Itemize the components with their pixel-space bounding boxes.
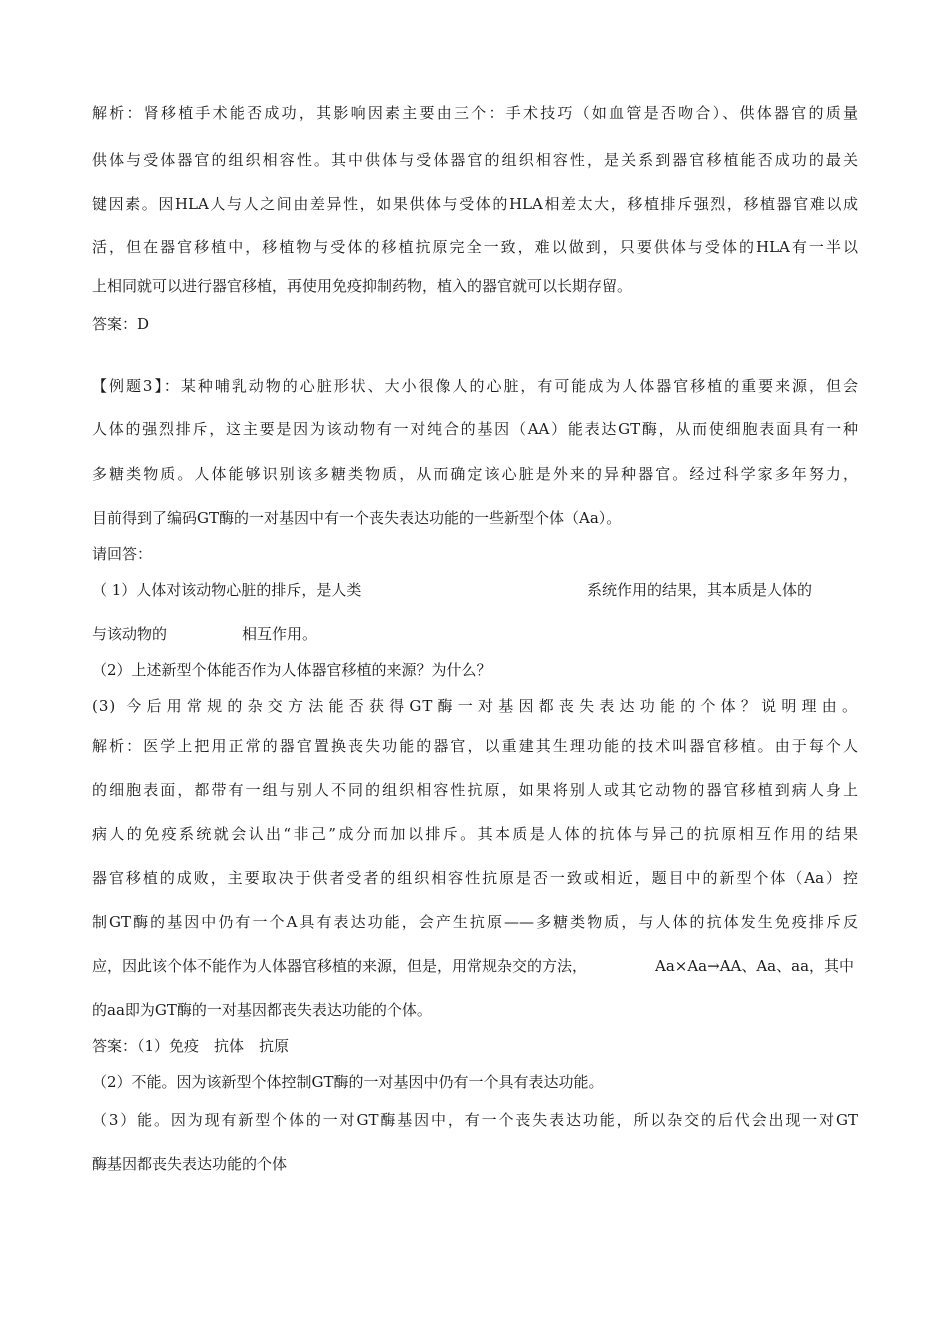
analysis1-line4: 活，但在器官移植中，移植物与受体的移植抗原完全一致，难以做到，只要供体与受体的HLA有一半以 xyxy=(92,238,858,256)
analysis2-line2: 的细胞表面，都带有一组与别人不同的组织相容性抗原，如果将别人或其它动物的器官移植到病人身上 xyxy=(92,781,858,799)
analysis2-line1: 解析：医学上把用正常的器官置换丧失功能的器官，以重建其生理功能的技术叫器官移植。由于每个人 xyxy=(92,737,858,755)
question1-part1: （ 1）人体对该动物心脏的排斥，是人类 xyxy=(92,581,362,599)
answer2-line1: 答案：（1）免疫 抗体 抗原 xyxy=(92,1037,290,1055)
analysis1-line3: 键因素。因HLA人与人之间由差异性，如果供体与受体的HLA相差太大，移植排斥强烈，移植器官难以成 xyxy=(92,195,858,213)
analysis1-line2: 供体与受体器官的组织相容性。其中供体与受体器官的组织相容性，是关系到器官移植能否成功的最关 xyxy=(92,151,858,169)
answer1: 答案：D xyxy=(92,315,150,333)
analysis2-line5: 制GT酶的基因中仍有一个A具有表达功能，会产生抗原——多糖类物质，与人体的抗体发生免疫排斥反 xyxy=(92,913,858,931)
analysis2-line4: 器官移植的成败，主要取决于供者受者的组织相容性抗原是否一致或相近，题目中的新型个体（Aa）控 xyxy=(92,869,858,887)
question1-part3: 与该动物的 xyxy=(92,625,168,643)
question3: (3) 今后用常规的杂交方法能否获得GT酶一对基因都丧失表达功能的个体？说明理由。 xyxy=(92,697,858,715)
example3-line4: 目前得到了编码GT酶的一对基因中有一个丧失表达功能的一些新型个体（Aa）。 xyxy=(92,509,622,527)
analysis2-line6-part2: Aa×Aa→AA、Aa、aa，其中 xyxy=(655,957,855,975)
example3-line1: 【例题3】：某种哺乳动物的心脏形状、大小很像人的心脏，有可能成为人体器官移植的重要来源，但会 xyxy=(92,377,858,395)
question2: （2）上述新型个体能否作为人体器官移植的来源？为什么？ xyxy=(92,661,492,679)
analysis1-line5: 上相同就可以进行器官移植，再使用免疫抑制药物，植入的器官就可以长期存留。 xyxy=(92,277,633,295)
analysis1-line1: 解析：肾移植手术能否成功，其影响因素主要由三个：手术技巧（如血管是否吻合）、供体器官的质量 xyxy=(92,104,858,122)
analysis2-line3: 病人的免疫系统就会认出“非己”成分而加以排斥。其本质是人体的抗体与异己的抗原相互作用的结果 xyxy=(92,825,858,843)
example3-line2: 人体的强烈排斥，这主要是因为该动物有一对纯合的基因（AA）能表达GT酶，从而使细胞表面具有一种 xyxy=(92,420,858,438)
question1-part2: 系统作用的结果，其本质是人体的 xyxy=(587,581,813,599)
example3-line3: 多糖类物质。人体能够识别该多糖类物质，从而确定该心脏是外来的异种器官。经过科学家多年努力， xyxy=(92,465,858,483)
answer2-line2: （2）不能。因为该新型个体控制GT酶的一对基因中仍有一个具有表达功能。 xyxy=(92,1073,604,1091)
example3-prompt: 请回答： xyxy=(92,545,153,563)
answer2-line4: 酶基因都丧失表达功能的个体 xyxy=(92,1155,288,1173)
question1-part4: 相互作用。 xyxy=(242,625,318,643)
analysis2-line6-part1: 应，因此该个体不能作为人体器官移植的来源，但是，用常规杂交的方法， xyxy=(92,957,588,975)
answer2-line3: （3）能。因为现有新型个体的一对GT酶基因中，有一个丧失表达功能，所以杂交的后代会出现一对GT xyxy=(92,1111,858,1129)
analysis2-line7: 的aa即为GT酶的一对基因都丧失表达功能的个体。 xyxy=(92,1001,432,1019)
